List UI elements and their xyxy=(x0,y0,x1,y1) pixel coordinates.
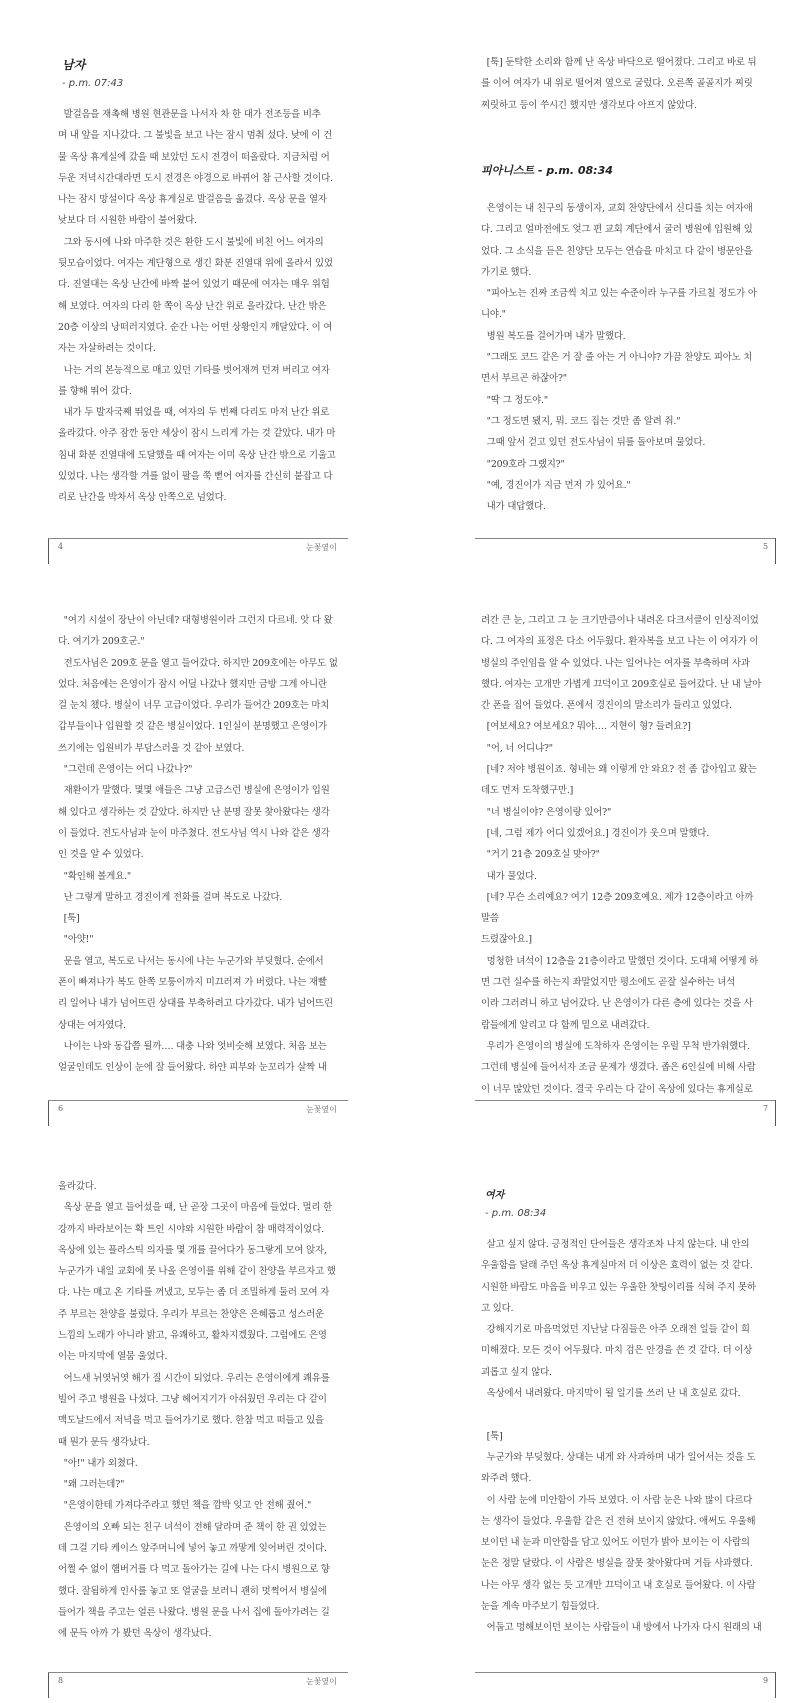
page-body: 발걸음을 재촉해 병원 현관문을 나서자 차 한 대가 전조등을 비추 며 내 앞을 지나갔다. 그 불빛을 보고 나는 잠시 멈춰 섰다. 낮에 이 건 물 옥상 휴게실에 갔을 때 보았던 도시 전경이 떠올랐다. 지금처럼 어 두운 저녁시간대라면 도시 전경은 야경으로 바뀌어 참 근사할 것이다. 나는 잠시 망설이다 옥상 휴게실로 발걸음을 옮겼다. 옥상 문을 열자 낮보다 더 시원한 바람이 불어왔다. 그와 동시에 나와 마주한 것은 환한 도시 불빛에 비친 어느 여자의 뒷모습이었다. 여자는 계단형으로 생긴 화분 진열대 위에 올라서 있었 다. 진열대는 옥상 난간에 바짝 붙어 있었기 때문에 여자는 매우 위험 해 보였다. 여자의 다리 한 쪽이 옥상 난간 위로 올라갔다. 난간 밖은 20층 이상의 낭떠러지였다. 순간 나는 어떤 상황인지 깨달았다. 이 여 자는 자살하려는 것이다. 나는 거의 본능적으로 매고 있던 기타를 벗어재껴 던져 버리고 여자 를 향해 뛰어 갔다. 내가 두 발자국째 뛰었을 때, 여자의 두 번째 다리도 마저 난간 위로 올라갔다. 아주 잠깐 동안 세상이 잠시 느리게 가는 것 같았다. 내가 마 침내 화분 진열대에 도달했을 때 여자는 이미 옥상 난간 밖으로 기울고 있었다. 나는 생각할 겨를 없이 팔을 쭉 뻗어 여자를 간신히 붙잡고 다 리로 난간을 박차서 옥상 안쪽으로 넘었다. xyxy=(58,109,336,504)
footer-rule xyxy=(475,538,775,539)
page-edge xyxy=(48,1100,49,1126)
page-4 xyxy=(0,0,405,565)
folio: 9 xyxy=(763,1676,769,1685)
footer-rule xyxy=(48,1100,348,1101)
page-8 xyxy=(0,1132,405,1697)
page-edge xyxy=(775,1100,776,1126)
spread-2 xyxy=(0,566,810,1131)
folio: 7 xyxy=(763,1104,769,1113)
spread-1 xyxy=(0,0,810,565)
page-edge xyxy=(775,1672,776,1698)
section-heading: 남자 xyxy=(62,58,86,72)
spread-3 xyxy=(0,1132,810,1697)
section-time: - p.m. 08:34 xyxy=(485,1208,547,1219)
section-time: - p.m. 07:43 xyxy=(62,78,124,89)
running-head: 눈꽃옆이 xyxy=(306,1677,337,1686)
footer-rule xyxy=(48,1672,348,1673)
footer-rule xyxy=(475,1100,775,1101)
footer-rule xyxy=(475,1672,775,1673)
page-intro: [툭] 둔탁한 소리와 함께 난 옥상 바닥으로 떨어졌다. 그리고 바로 뒤 를 이어 여자가 내 위로 떨어져 옆으로 굴렀다. 오른쪽 골골지가 찌릿 찌릿하고 등이 쑤시긴 했지만 생각보다 아프지 않았다. xyxy=(481,57,757,111)
section-heading: 여자 xyxy=(485,1190,505,1201)
folio: 4 xyxy=(58,542,64,551)
folio: 5 xyxy=(763,542,769,551)
page-body: 려간 큰 눈, 그리고 그 눈 크기만큼이나 내려온 다크서클이 인상적이었 다. 그 여자의 표정은 다소 어두웠다. 환자복을 보고 나는 이 여자가 이 병실의 주인임을 알 수 있었다. 나는 일어나는 여자를 부축하며 사과 했다. 여자는 고개만 가볍게 끄덕이고 209호실로 들어갔다. 난 내 날아 간 폰을 집어 들었다. 폰에서 경진이의 말소리가 들리고 있었다. [여보세요? 여보세요? 뭐야…. 지현이 형? 들려요?] "어, 너 어디냐?" [네? 저야 병원이죠. 형네는 왜 이렇게 안 와요? 전 좀 갑아입고 왔는 데도 먼저 도착했구만.] "너 병실이야? 은영이랑 있어?" [네, 그럼 제가 어디 있겠어요.] 경진이가 웃으며 말했다. "거기 21층 209호실 맞아?" 내가 물었다. [네? 무슨 소리예요? 여기 12층 209호예요. 제가 12층이라고 아까 말씀 드렸잖아요.] 멍청한 녀석이 12층을 21층이라고 말했던 것이다. 도대체 어떻게 하 면 그런 실수를 하는지 좌말었지만 평소에도 곧잘 실수하는 녀석 이라 그러려니 하고 넘어갔다. 난 은영이가 다른 층에 있다는 것을 사 람들에게 알리고 다 함께 밑으로 내려갔다. 우리가 은영이의 병실에 도착하자 은영이는 우릴 무척 반가워했다. 그런데 병실에 들어서자 조금 문제가 생겼다. 좁은 6인실에 비해 사람 이 너무 많았던 것이다. 결국 우리는 다 같이 옥상에 있다는 휴게실로 xyxy=(481,615,762,1095)
page-body: 은영이는 내 친구의 동생이자, 교회 찬양단에서 신디를 치는 여자애 다. 그리고 얼마전에도 엊그 편 교회 계단에서 굴러 병원에 입원해 있 었다. 그 소식을 듣은 친양단 모두는 연습을 마치고 다 같이 병문안을 가기로 했다. "피아노는 진짜 조금씩 치고 있는 수준이라 누구를 가르칠 정도가 아 니야." 병원 복도를 걸어가며 내가 말했다. "그래도 코드 같은 거 잘 줄 아는 거 아니야? 가끔 찬양도 피아노 치 면서 부르곤 하잖아?" "딱 그 정도야." "그 정도면 됐지, 뭐. 코드 집는 것만 좀 알려 줘." 그때 앞서 걷고 있던 전도사님이 뒤를 돌아보며 물었다. "209호라 그랬지?" "예, 경진이가 지금 먼저 가 있어요." 내가 대답했다. xyxy=(481,203,757,513)
running-head: 눈꽃옆이 xyxy=(306,1105,337,1114)
page-edge xyxy=(775,538,776,564)
footer-rule xyxy=(48,538,348,539)
page-6 xyxy=(0,566,405,1131)
folio: 6 xyxy=(58,1104,64,1113)
running-head: 눈꽃옆이 xyxy=(306,543,337,552)
page-body: "여기 시설이 장난이 아닌데? 대형병원이라 그런지 다르네. 앗 다 왔 다. 여기가 209호군." 전도사님은 209호 문을 열고 들어갔다. 하지만 209호에는 아무도 없 었다. 처음에는 은영이가 잠시 어딜 나갔나 했지만 금방 그게 아니란 걸 눈치 챘다. 병실이 너무 고급이었다. 우리가 들어간 209호는 마치 갑부들이나 입원할 것 같은 병실이었다. 1인실이 분명했고 은영이가 쓰기에는 입원비가 부담스러울 것 같아 보였다. "그런데 은영이는 어디 나갔나?" 재환이가 말했다. 몇몇 애들은 그냥 고급스런 병실에 은영이가 입원 해 있다고 생각하는 것 같았다. 하지만 난 분명 잘못 찾아왔다는 생각 이 들었다. 전도사님과 눈이 마주쳤다. 전도사님 역시 나와 같은 생각 인 것을 알 수 있었다. "확인해 볼게요." 난 그렇게 말하고 경진이게 전화를 걸며 복도로 나갔다. [툭] "아얏!" 문을 열고, 복도로 나서는 동시에 나는 누군가와 부딪혔다. 순에서 폰이 빠져나가 복도 한쪽 모퉁이까지 미끄러져 가 버렸다. 나는 재빨 리 일어나 내가 넘어뜨린 상대를 부축하려고 다가갔다. 내가 넘어뜨린 상대는 여자였다. 나이는 나와 동갑쯤 될까…. 대충 나와 엇비슷해 보였다. 처음 보는 얼굴인데도 인상이 눈에 잘 들어왔다. 하얀 피부와 눈꼬리가 살짝 내 xyxy=(58,615,338,1074)
page-edge xyxy=(48,1672,49,1698)
page-body: 올라갔다. 옥상 문을 열고 들어섰을 때, 난 곧장 그곳이 마음에 들었다. 멀리 한 강까지 바라보이는 확 트인 시야와 시원한 바람이 참 매력적이었다. 옥상에 있는 플라스틱 의자를 몇 개를 끌어다가 동그랗게 모여 앉자, 누군가가 내일 교회에 못 나올 은영이를 위해 같이 찬양을 부르자고 했 다. 나는 매고 온 기타를 꺼냈고, 모두는 좀 더 조밀하게 둘러 모여 자 주 부르는 찬양을 불렀다. 우리가 부르는 찬양은 은혜롭고 성스러운 느낌의 노래가 아니라 밝고, 유쾌하고, 활차지겠웠다. 그럼에도 은영 이는 마지막에 열뭄 울었다. 어느새 뉘엿뉘엿 해가 질 시간이 되었다. 우리는 은영이에게 쾌유를 빌어 주고 병원을 나섰다. 그냥 헤어지기가 아쉬웠던 우리는 다 같이 맥도날드에서 저녁을 먹고 들어가기로 했다. 한참 먹고 떠들고 있을 때 뭔가 문득 생각났다. "아!" 내가 외쳤다. "왜 그러는데?" "은영이한테 가져다주라고 했던 책을 깜박 잊고 안 전해 줬어." 은영이의 오빠 되는 친구 녀석이 전해 달라며 준 책이 한 권 있었는 데 그걸 기타 케이스 앞주머니에 넣어 놓고 까맣게 잊어버린 것이다. 어쩔 수 없이 햄버거를 다 먹고 돌아가는 길에 나는 다시 병원으로 향 했다. 잘됨하게 인사를 놓고 또 얼굴을 보러니 괜히 멋쩍어서 병실에 들어가 책을 주고는 얼른 나왔다. 병원 문을 나서 집에 돌아가려는 길 에 문득 아까 가 봤던 옥상이 생각났다. xyxy=(58,1181,336,1640)
page-5 xyxy=(405,0,810,565)
page-7 xyxy=(405,566,810,1131)
folio: 8 xyxy=(58,1676,64,1685)
page-body: 살고 싶지 않다. 긍정적인 단어들은 생각조차 나지 않는다. 내 안의 우울함을 달래 주던 옥상 휴게실마저 더 이상은 효력이 없는 것 같다. 시원한 바람도 마음을 비우고 있는 우울한 찻팅이리를 식혀 주지 못하 고 있다. 강해지기로 마음먹었던 지난날 다짐들은 아주 오래전 일들 같이 희 미해졌다. 모든 것이 어두웠다. 마치 검은 안경을 쓴 것 같다. 더 이상 괴롭고 싶지 않다. 옥상에서 내려왔다. 마지막이 될 일기를 쓰러 난 내 호실로 갔다. [툭] 누군가와 부딪혔다. 상대는 내게 와 사과하며 내가 일어서는 것을 도 와주려 했다. 이 사람 눈에 미안함이 가득 보였다. 이 사람 눈은 나와 많이 다르다 는 생각이 들었다. 우울함 같은 건 전혀 보이지 않았다. 애써도 우울해 보이던 내 눈과 미안함을 담고 있어도 이던가 밝아 보이는 이 사람의 눈은 정말 달랐다. 이 사람은 병실을 잘못 찾아왔다며 거듭 사과했다. 나는 아무 생각 없는 듯 고개만 끄덕이고 내 호실로 들어왔다. 이 사람 눈을 계속 마주보기 힘들었다. 어둡고 멍해보이던 보이는 사람들이 내 방에서 나가자 다시 원래의 내 xyxy=(481,1239,762,1634)
page-edge xyxy=(48,538,49,564)
section-heading: 피아니스트 - p.m. 08:34 xyxy=(481,164,613,177)
page-9 xyxy=(405,1132,810,1697)
